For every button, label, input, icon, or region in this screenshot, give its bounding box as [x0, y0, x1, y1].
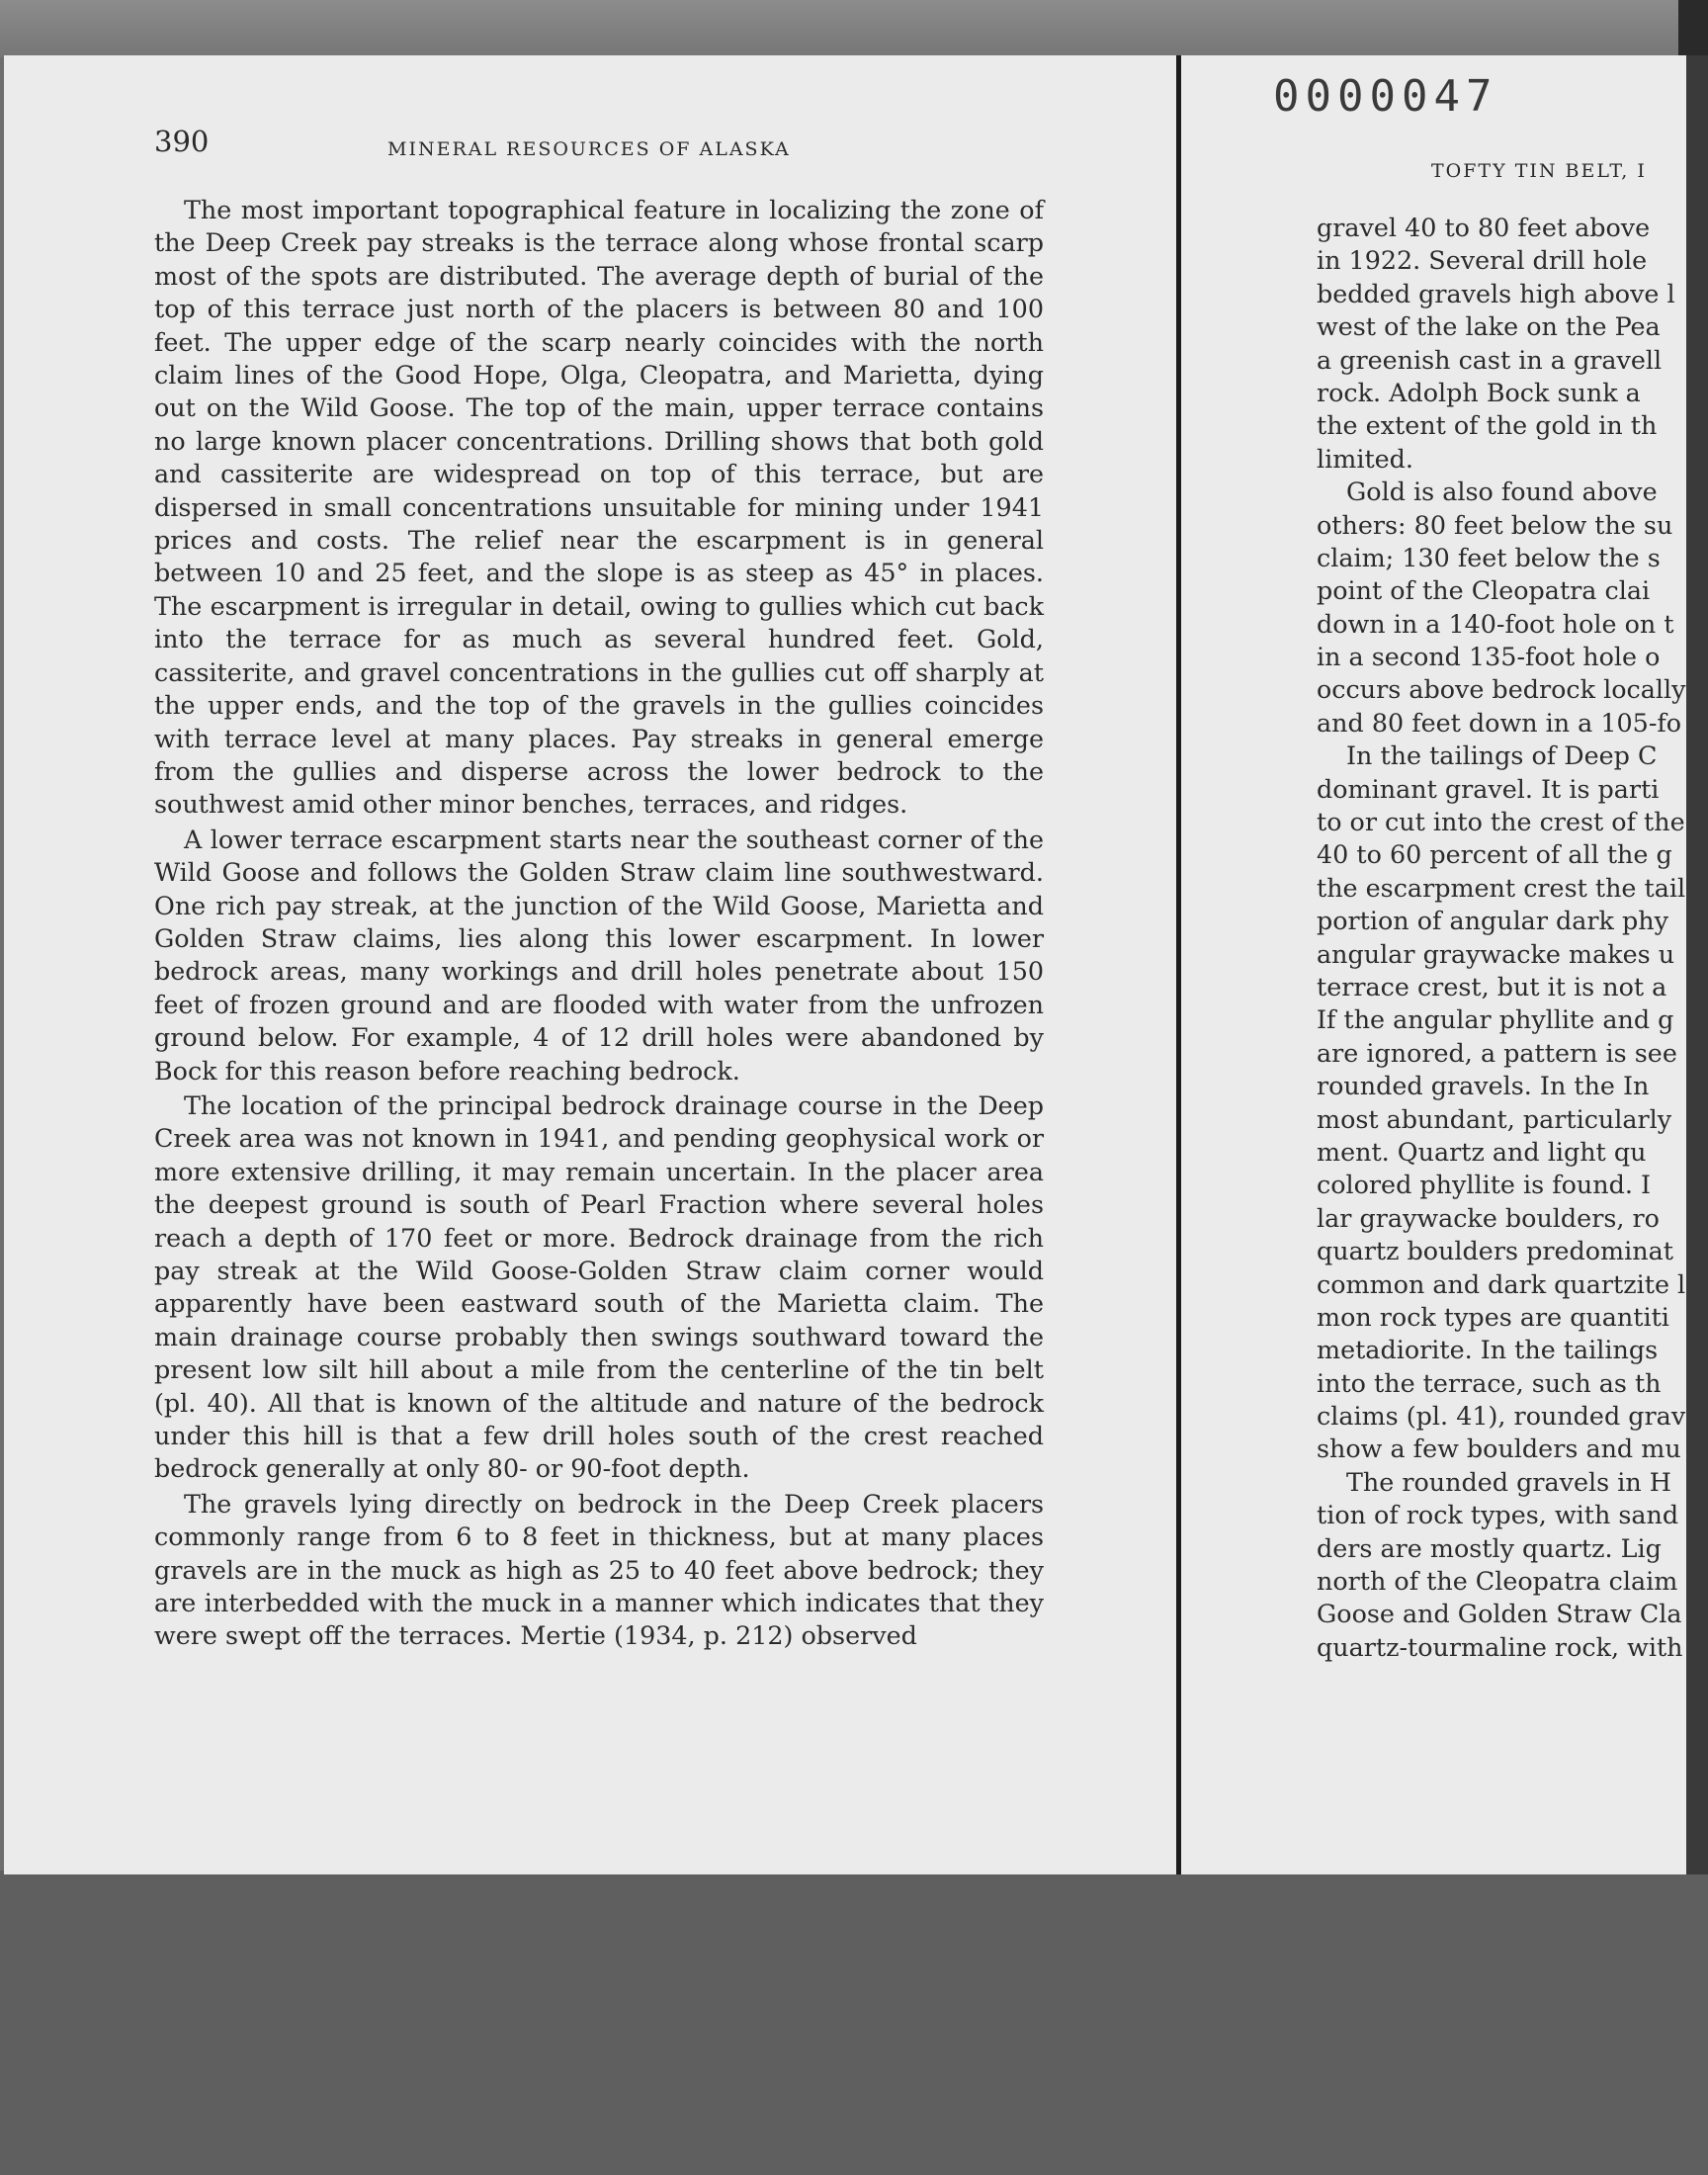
- paragraph: The location of the principal bedrock drainage course in the Deep Creek area was not known in 1941, and pending geophysical work or more extensive drilling, it may remain uncertain. In the placer area the deepest ground is south of Pearl Fraction where several holes reach a depth of 170 feet or more. Bedrock drainage from the rich pay streak at the Wild Goose-Golden Straw claim corner would apparently have been eastward south of the Marietta claim. The main drainage course probably then swings southward toward the present low silt hill about a mile from the centerline of the tin belt (pl. 40). All that is known of the altitude and nature of the bedrock under this hill is that a few drill holes south of the crest reached bedrock generally at only 80- or 90-foot depth.: [154, 1089, 1044, 1484]
- text-line: west of the lake on the Pea: [1317, 311, 1661, 342]
- text-line: tion of rock types, with sand: [1317, 1500, 1679, 1530]
- text-line: Gold is also found above: [1346, 477, 1658, 507]
- text-line: and 80 feet down in a 105-fo: [1317, 707, 1682, 738]
- left-text-column: [154, 194, 1044, 1655]
- text-line: point of the Cleopatra clai: [1317, 575, 1651, 606]
- text-line: ders are mostly quartz. Lig: [1317, 1532, 1662, 1563]
- text-line: rounded gravels. In the In: [1317, 1071, 1650, 1101]
- right-text-column: [1317, 212, 1686, 1664]
- text-line: common and dark quartzite l: [1317, 1268, 1686, 1299]
- text-line: occurs above bedrock locally: [1317, 674, 1686, 705]
- text-line: to or cut into the crest of the: [1317, 807, 1685, 837]
- text-line: angular graywacke makes u: [1317, 938, 1675, 969]
- running-head: MINERAL RESOURCES OF ALASKA: [387, 138, 791, 160]
- text-line: gravel 40 to 80 feet above: [1317, 213, 1651, 242]
- text-line: Goose and Golden Straw Cla: [1317, 1599, 1682, 1629]
- text-line: a greenish cast in a gravell: [1317, 344, 1663, 375]
- text-line: metadiorite. In the tailings: [1317, 1335, 1659, 1365]
- text-line: others: 80 feet below the su: [1317, 509, 1673, 540]
- scan-top-border: [0, 0, 1708, 57]
- scan-bottom-border: [0, 1870, 1708, 2175]
- text-line: bedded gravels high above l: [1317, 278, 1675, 308]
- text-line: If the angular phyllite and g: [1317, 1004, 1674, 1035]
- scan-right-edge: [1686, 55, 1708, 1874]
- scan-corner-shadow: [1678, 0, 1708, 57]
- text-line: north of the Cleopatra claim: [1317, 1566, 1678, 1597]
- text-line: the escarpment crest the tail: [1317, 872, 1686, 903]
- page-number: 390: [154, 125, 210, 158]
- archive-stamp-number: 0000047: [1273, 71, 1498, 122]
- text-line: In the tailings of Deep C: [1346, 740, 1658, 771]
- paragraph: The most important topographical feature in localizing the zone of the Deep Creek pay streaks is the terrace along whose frontal scarp most of the spots are distributed. The average depth of burial of the top of this terrace just north of the placers is between 80 and 100 feet. The upper edge of the scarp nearly coincides with the north claim lines of the Good Hope, Olga, Cleopatra, and Marietta, dying out on the Wild Goose. The top of the main, upper terrace contains no large known placer concentrations. Drilling shows that both gold and cassiterite are widespread on top of this terrace, but are dispersed in small concentrations unsuitable for mining under 1941 prices and costs. The relief near the escarpment is in general between 10 and 25 feet, and the slope is as steep as 45° in places. The escarpment is irregular in detail, owing to gullies which cut back into the terrace for as much as several hundred feet. Gold, cassiterite, and gravel concentrations in the gullies cut off sharply at the upper ends, and the top of the gravels in the gullies coincides with terrace level at many places. Pay streaks in general emerge from the gullies and disperse across the lower bedrock to the southwest amid other minor benches, terraces, and ridges.: [154, 195, 1044, 820]
- text-line: quartz boulders predominat: [1317, 1236, 1673, 1266]
- text-line: are ignored, a pattern is see: [1317, 1037, 1677, 1068]
- text-line: in 1922. Several drill hole: [1317, 245, 1648, 276]
- paragraph: A lower terrace escarpment starts near the southeast corner of the Wild Goose and follows the Golden Straw claim line southwestward. One rich pay streak, at the junction of the Wild Goose, Marietta and Golden Straw claims, lies along this lower escarpment. In lower bedrock areas, many workings and drill holes penetrate about 150 feet of frozen ground and are flooded with water from the unfrozen ground below. For example, 4 of 12 drill holes were abandoned by Bock for this reason before reaching bedrock.: [154, 824, 1044, 1086]
- text-line: quartz-tourmaline rock, with: [1317, 1631, 1683, 1662]
- text-line: claims (pl. 41), rounded grav: [1317, 1401, 1686, 1432]
- text-line: portion of angular dark phy: [1317, 906, 1668, 936]
- text-line: 40 to 60 percent of all the g: [1317, 839, 1672, 870]
- text-line: claim; 130 feet below the s: [1317, 542, 1661, 572]
- text-line: mon rock types are quantiti: [1317, 1301, 1669, 1332]
- text-line: ment. Quartz and light qu: [1317, 1136, 1647, 1167]
- text-line: terrace crest, but it is not a: [1317, 971, 1667, 1001]
- page-gutter: [1176, 55, 1181, 1874]
- text-line: most abundant, particularly: [1317, 1103, 1672, 1134]
- text-line: lar graywacke boulders, ro: [1317, 1202, 1660, 1233]
- text-line: rock. Adolph Bock sunk a: [1317, 377, 1641, 407]
- running-head-right: TOFTY TIN BELT, I: [1431, 160, 1647, 182]
- text-line: The rounded gravels in H: [1346, 1466, 1671, 1497]
- text-line: colored phyllite is found. I: [1317, 1170, 1652, 1200]
- text-line: the extent of the gold in th: [1317, 410, 1658, 441]
- text-line: show a few boulders and mu: [1317, 1434, 1681, 1464]
- text-line: in a second 135-foot hole o: [1317, 642, 1661, 672]
- text-line: down in a 140-foot hole on t: [1317, 608, 1674, 639]
- paragraph: The gravels lying directly on bedrock in the Deep Creek placers commonly range from 6 to 8 feet in thickness, but at many places gravels are in the muck as high as 25 to 40 feet above bedrock; they are interbedded with the muck in a manner which indicates that they were swept off the terraces. Mertie (1934, p. 212) observed: [154, 1488, 1044, 1651]
- text-line: dominant gravel. It is parti: [1317, 773, 1660, 804]
- text-line: into the terrace, such as th: [1317, 1367, 1662, 1398]
- text-line: limited.: [1317, 443, 1413, 474]
